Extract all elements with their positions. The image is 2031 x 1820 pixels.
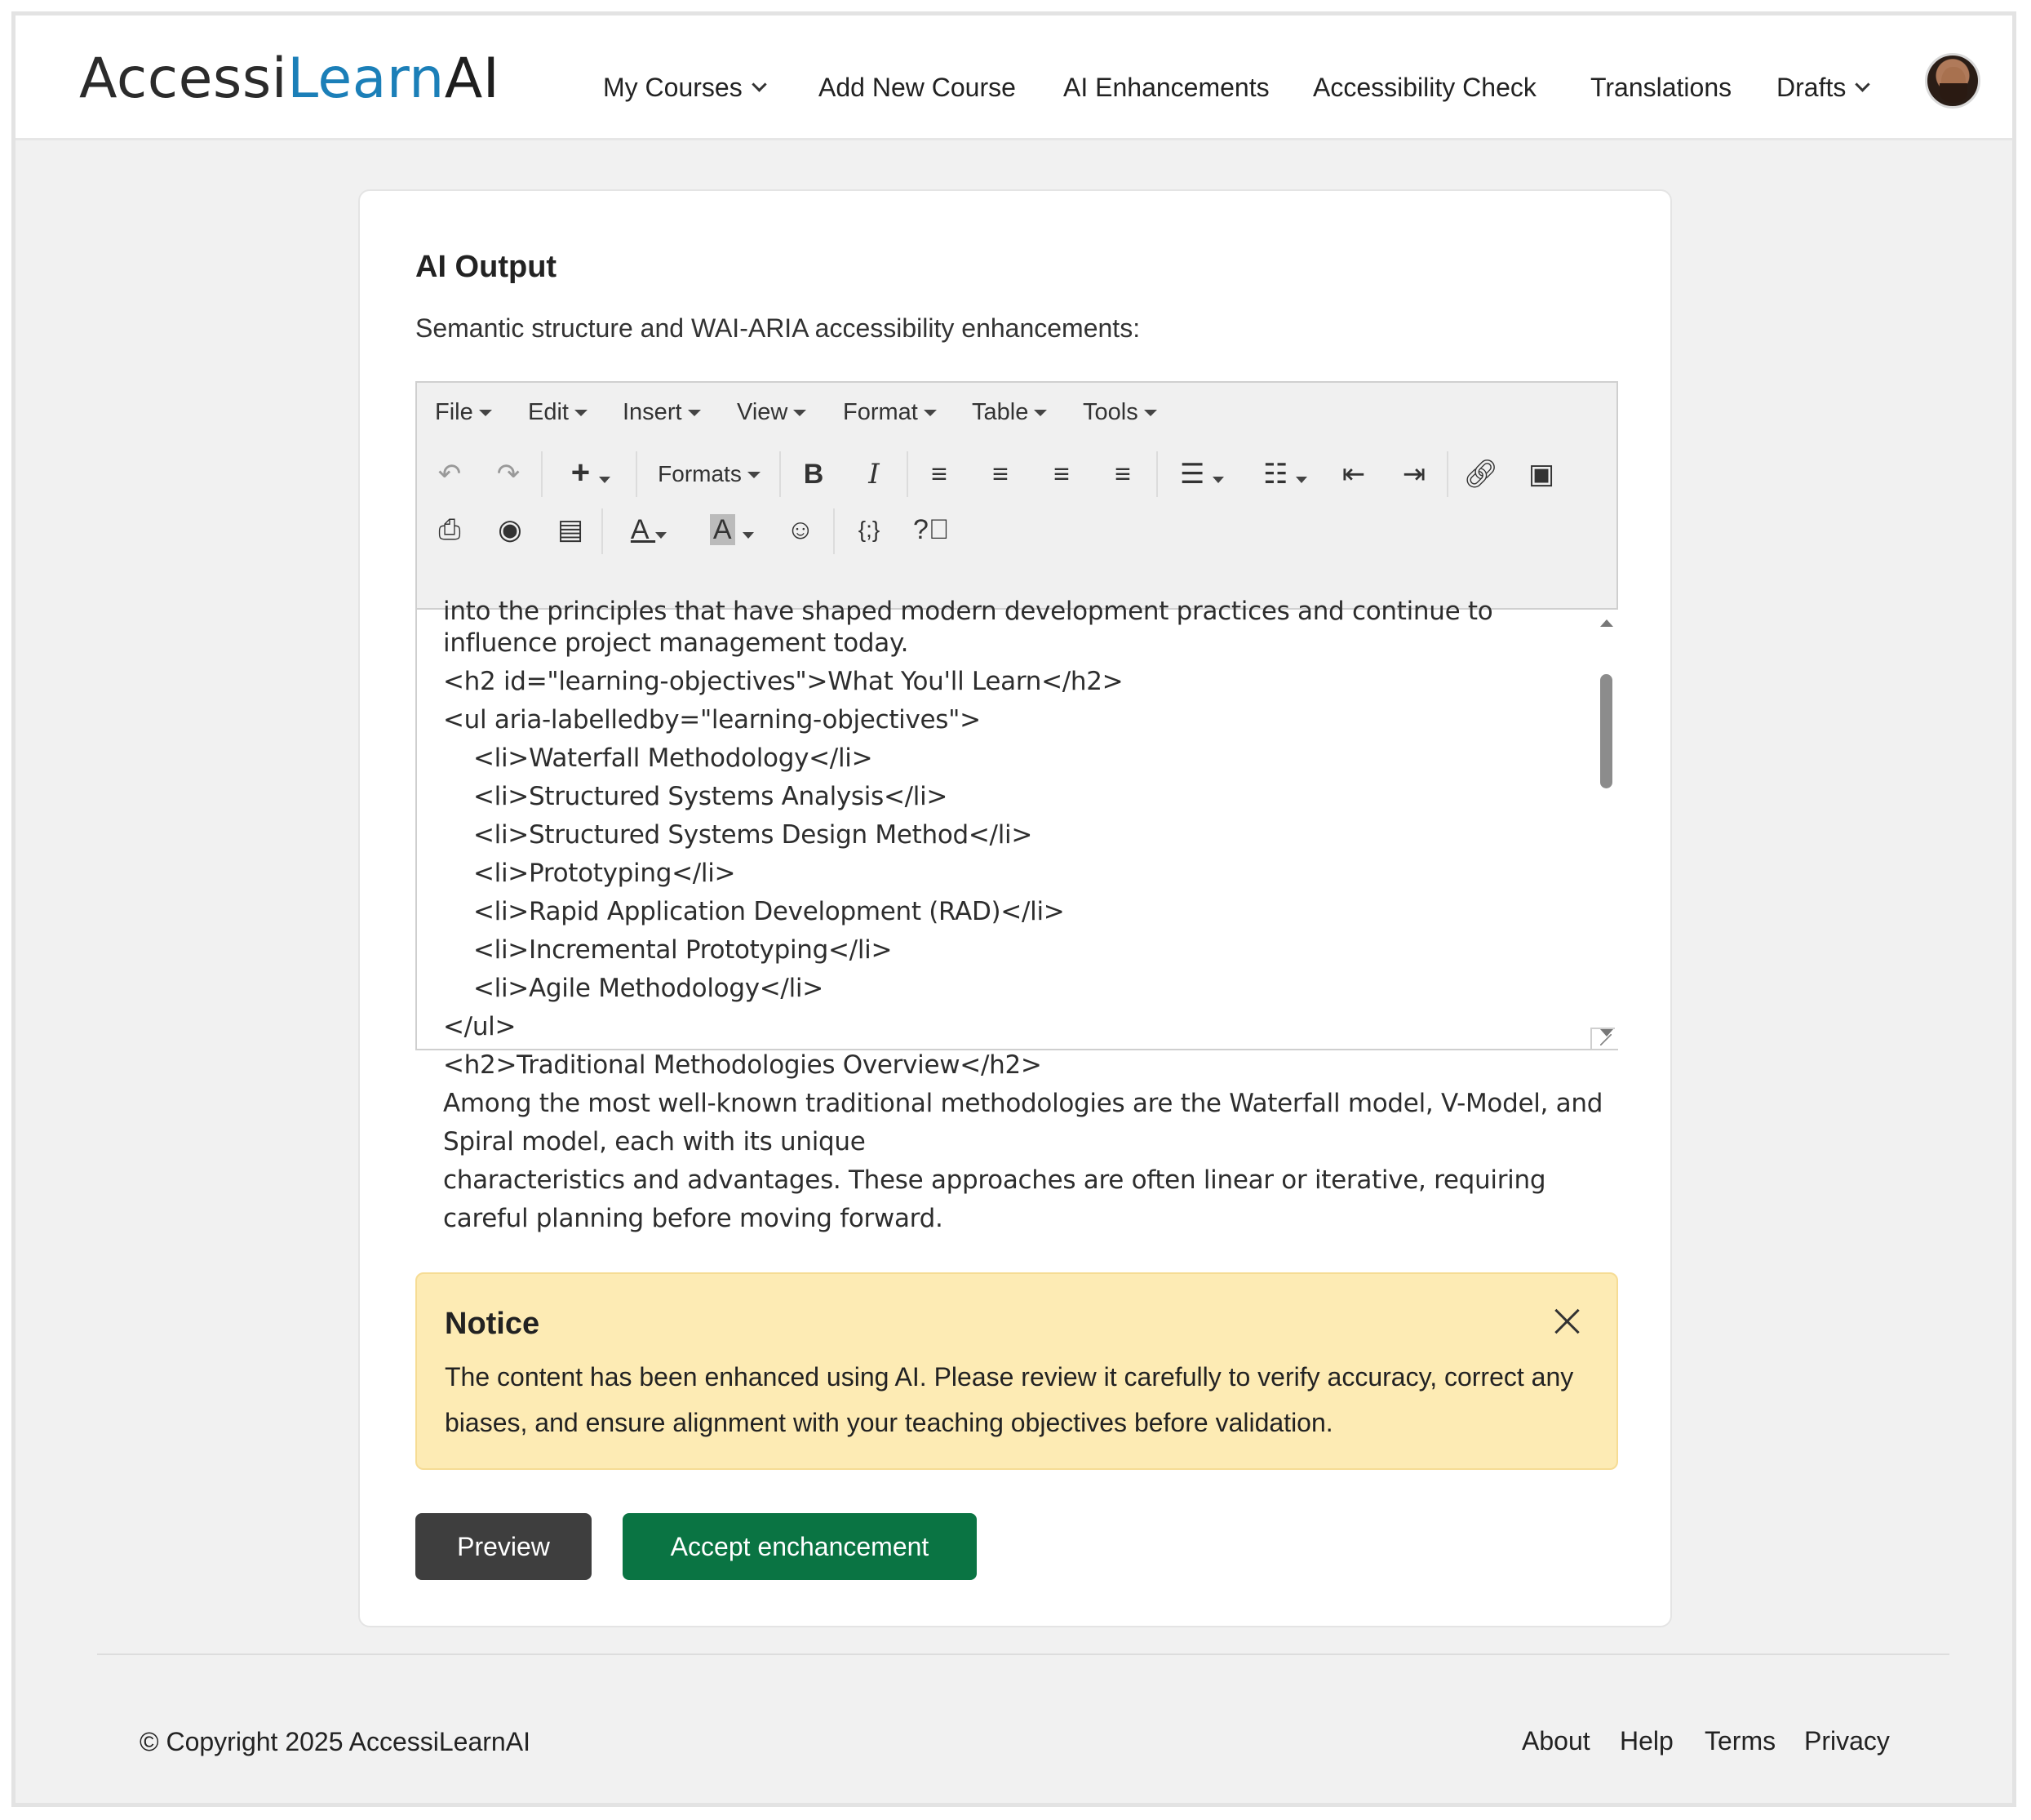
media-icon[interactable]: ▤ [557, 514, 584, 545]
ai-output-card [358, 189, 1672, 1627]
chevron-down-icon [752, 77, 766, 91]
logo-part-accessi: Accessi [79, 47, 288, 111]
align-right-icon[interactable]: ≡ [1053, 459, 1070, 490]
menu-edit-label: Edit [528, 399, 569, 425]
menu-format[interactable] [843, 399, 937, 426]
footer-divider [97, 1654, 1949, 1655]
rich-text-editor [415, 381, 1618, 1233]
preview-eye-icon[interactable]: ◉ [498, 514, 522, 545]
content-line: into the principles that have shaped modern development practices and continue to [443, 597, 1493, 626]
menu-insert-label: Insert [623, 399, 682, 425]
insert-plus-icon[interactable]: + [562, 456, 619, 489]
chevron-down-icon [1856, 77, 1870, 91]
menu-view[interactable] [737, 399, 806, 426]
caret-down-icon [1213, 477, 1224, 483]
print-icon[interactable]: ⎙ [438, 514, 461, 545]
content-line: influence project management today. [443, 628, 909, 658]
app-frame [11, 11, 2016, 1807]
brand-logo[interactable] [79, 47, 499, 112]
caret-down-icon [747, 472, 761, 478]
bullet-list-icon[interactable]: ☰ [1169, 458, 1235, 491]
card-title: AI Output [415, 250, 557, 284]
caret-down-icon [924, 410, 937, 416]
menu-format-label: Format [843, 399, 918, 425]
nav-my-courses-label: My Courses [603, 73, 743, 102]
caret-down-icon [655, 532, 667, 539]
italic-icon[interactable]: I [868, 458, 880, 491]
menu-tools[interactable] [1083, 399, 1157, 426]
content-line: <li>Structured Systems Analysis</li> [473, 782, 948, 811]
nav-accessibility-check[interactable]: Accessibility Check [1313, 73, 1537, 102]
menu-table[interactable] [972, 399, 1047, 426]
toolbar-divider [636, 451, 637, 497]
content-line: Spiral model, each with its unique [443, 1127, 866, 1156]
copyright-text: © Copyright 2025 AccessiLearnAI [140, 1727, 530, 1756]
indent-icon[interactable]: ⇥ [1402, 459, 1426, 490]
menu-view-label: View [737, 399, 788, 425]
preview-button[interactable]: Preview [415, 1513, 592, 1580]
nav-my-courses[interactable] [603, 73, 765, 103]
footer-link-privacy[interactable]: Privacy [1804, 1726, 1890, 1756]
align-left-icon[interactable]: ≡ [931, 459, 947, 490]
toolbar-divider [1156, 451, 1158, 497]
footer-link-terms[interactable]: Terms [1705, 1726, 1776, 1756]
avatar-beard [1940, 83, 1967, 103]
caret-down-icon [599, 477, 610, 483]
redo-icon[interactable]: ↷ [496, 459, 521, 490]
toolbar-divider [1447, 451, 1448, 497]
menu-edit[interactable] [528, 399, 588, 426]
caret-down-icon [793, 410, 806, 416]
resize-handle-icon[interactable] [1590, 1028, 1615, 1049]
caret-down-icon [1034, 410, 1047, 416]
nav-translations[interactable]: Translations [1590, 73, 1732, 102]
toolbar-divider [541, 451, 543, 497]
notice-text: The content has been enhanced using AI. Please review it carefully to verify accuracy, correct any biases, and ensure alignment with your teaching objectives before validation. [445, 1362, 1574, 1437]
formats-label: Formats [658, 461, 742, 486]
menu-file[interactable] [435, 399, 492, 426]
footer-link-help[interactable]: Help [1620, 1726, 1674, 1756]
scrollbar-thumb[interactable] [1600, 674, 1612, 788]
content-line: careful planning before moving forward. [443, 1204, 943, 1233]
content-line: <li>Incremental Prototyping</li> [473, 935, 893, 965]
toolbar-divider [907, 451, 908, 497]
nav-ai-enhancements[interactable]: AI Enhancements [1063, 73, 1270, 102]
accept-enhancement-button[interactable]: Accept enchancement [623, 1513, 977, 1580]
card-description: Semantic structure and WAI-ARIA accessibility enhancements: [415, 313, 1141, 343]
bold-icon[interactable]: B [803, 459, 824, 490]
outdent-icon[interactable]: ⇤ [1341, 459, 1366, 490]
align-center-icon[interactable]: ≡ [992, 459, 1009, 490]
menu-insert[interactable] [623, 399, 701, 426]
logo-part-ai: AI [444, 47, 500, 111]
help-icon[interactable]: ?⃝ [913, 514, 950, 545]
undo-icon[interactable]: ↶ [437, 459, 462, 490]
toolbar-divider [601, 508, 603, 554]
nav-drafts-label: Drafts [1776, 73, 1847, 102]
content-line: <li>Rapid Application Development (RAD)</li> [473, 897, 1065, 926]
highlight-a-glyph: A [710, 514, 735, 545]
content-line: <li>Waterfall Methodology</li> [473, 744, 873, 773]
emoji-icon[interactable]: ☺ [786, 514, 815, 545]
toolbar-divider [779, 451, 781, 497]
content-line: </ul> [443, 1012, 517, 1041]
content-line: characteristics and advantages. These approaches are often linear or iterative, requiring [443, 1165, 1546, 1195]
caret-down-icon [574, 410, 588, 416]
content-line: <li>Structured Systems Design Method</li> [473, 820, 1032, 850]
code-sample-icon[interactable]: {;} [858, 517, 880, 542]
align-justify-icon[interactable]: ≡ [1115, 459, 1131, 490]
formats-dropdown[interactable] [652, 458, 766, 491]
content-line: <h2 id="learning-objectives">What You'll Learn</h2> [443, 667, 1124, 696]
caret-down-icon [743, 532, 754, 539]
content-line: <li>Agile Methodology</li> [473, 974, 823, 1003]
toolbar-divider [833, 508, 835, 554]
menu-tools-label: Tools [1083, 399, 1138, 425]
caret-down-icon [479, 410, 492, 416]
nav-add-new-course[interactable]: Add New Course [818, 73, 1016, 102]
link-icon[interactable]: 🔗︎ [1463, 459, 1499, 490]
scroll-up-arrow-icon[interactable] [1600, 619, 1613, 627]
content-line: <ul aria-labelledby="learning-objectives"> [443, 705, 981, 735]
editor-menubar [417, 383, 1616, 442]
caret-down-icon [688, 410, 701, 416]
menu-table-label: Table [972, 399, 1029, 425]
footer-link-about[interactable]: About [1522, 1726, 1590, 1756]
content-line: Among the most well-known traditional methodologies are the Waterfall model, V-Model, and [443, 1089, 1603, 1118]
close-icon[interactable] [1551, 1305, 1584, 1338]
editor-toolbar [417, 442, 1616, 610]
content-line: <li>Prototyping</li> [473, 859, 736, 888]
background-color-icon[interactable] [699, 513, 765, 546]
editor-content[interactable] [417, 597, 1603, 1233]
notice-title: Notice [445, 1307, 540, 1341]
top-header [16, 16, 2012, 140]
caret-down-icon [1296, 477, 1307, 483]
text-color-icon[interactable]: A [616, 513, 681, 546]
nav-drafts[interactable] [1776, 73, 1868, 103]
ai-notice-alert [415, 1272, 1618, 1470]
content-line: <h2>Traditional Methodologies Overview</h2> [443, 1050, 1042, 1080]
numbered-list-icon[interactable]: ☷ [1253, 458, 1318, 491]
user-avatar[interactable] [1925, 53, 1980, 109]
logo-part-learn: Learn [287, 47, 445, 111]
image-icon[interactable]: ▣ [1528, 459, 1555, 490]
menu-file-label: File [435, 399, 473, 425]
caret-down-icon [1144, 410, 1157, 416]
